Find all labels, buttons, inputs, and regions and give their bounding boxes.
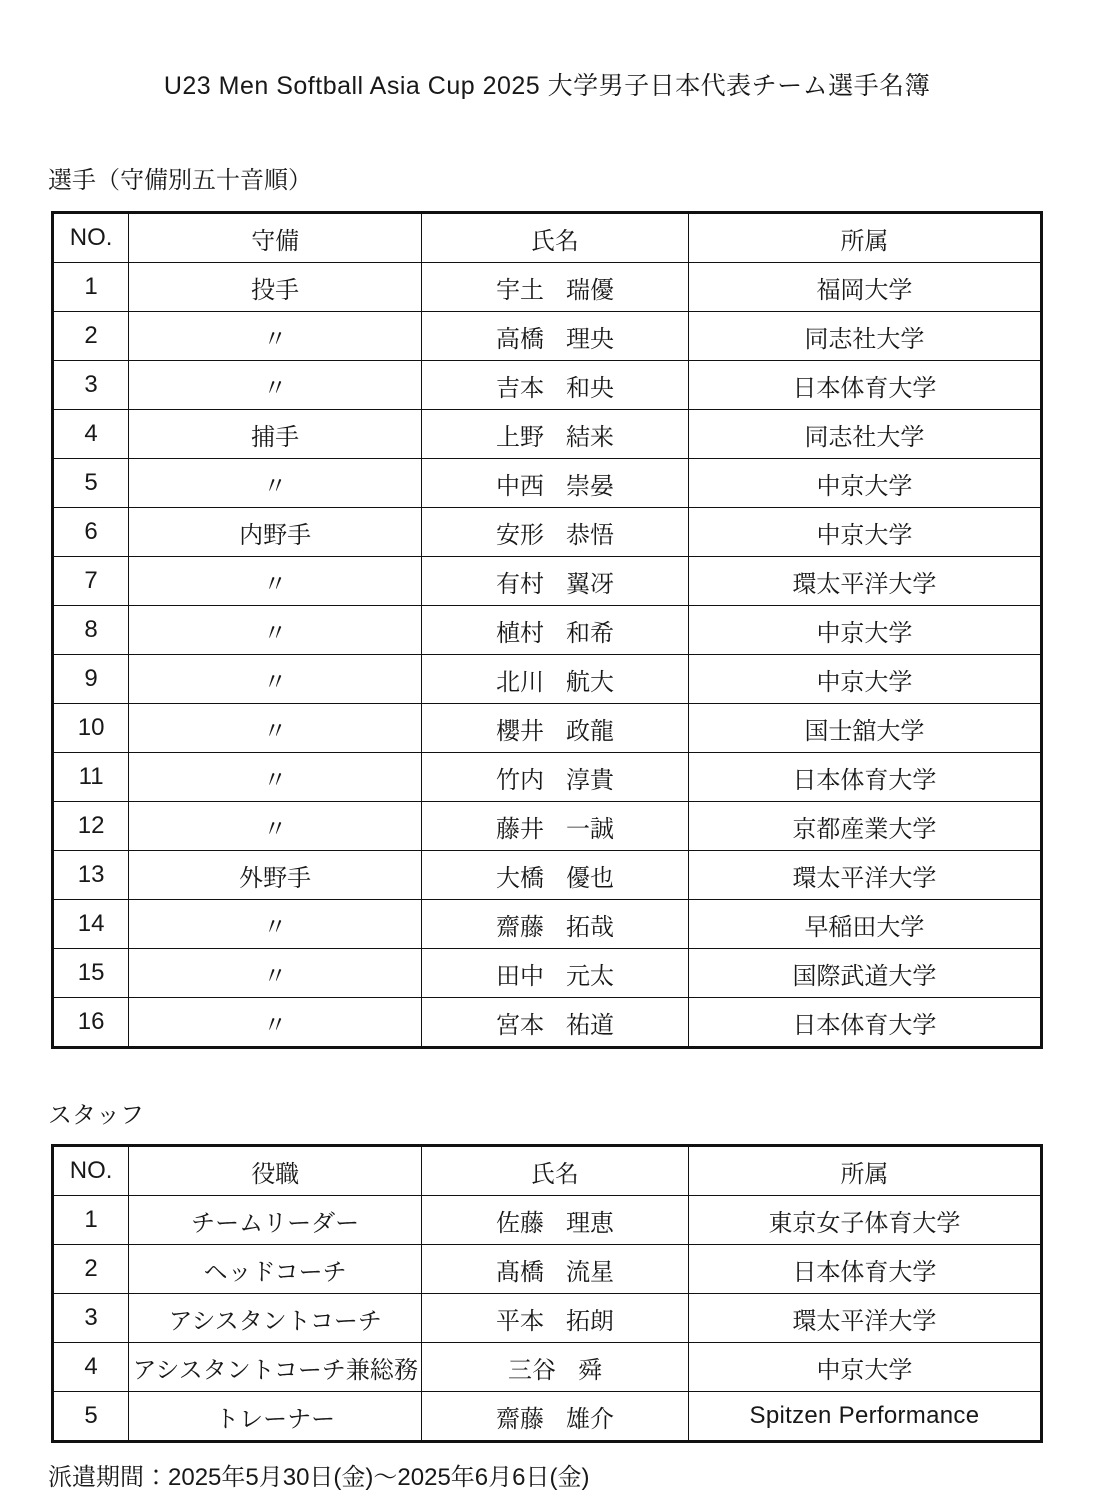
player-org: 同志社大学 — [688, 312, 1041, 361]
players-header-name: 氏名 — [422, 213, 689, 263]
staff-given-name: 流星 — [565, 1258, 614, 1286]
player-no: 11 — [53, 753, 129, 802]
table-row — [53, 1245, 1042, 1294]
player-org: 中京大学 — [688, 459, 1041, 508]
player-position: 〃 — [129, 459, 422, 508]
player-position: 投手 — [129, 263, 422, 312]
player-surname: 北川 — [495, 668, 544, 696]
player-position: 外野手 — [129, 851, 422, 900]
player-name — [422, 753, 689, 802]
staff-no: 5 — [53, 1392, 129, 1442]
table-row — [53, 606, 1042, 655]
staff-role: トレーナー — [129, 1392, 422, 1442]
player-surname: 宇土 — [495, 276, 544, 304]
table-row — [53, 557, 1042, 606]
table-row — [53, 459, 1042, 508]
player-name — [422, 361, 689, 410]
player-given-name: 祐道 — [565, 1011, 614, 1039]
table-row — [53, 851, 1042, 900]
player-position: 〃 — [129, 704, 422, 753]
table-row — [53, 1343, 1042, 1392]
table-row — [53, 655, 1042, 704]
staff-name — [422, 1245, 689, 1294]
player-name — [422, 263, 689, 312]
player-org: 日本体育大学 — [688, 753, 1041, 802]
player-org: 京都産業大学 — [688, 802, 1041, 851]
player-org: 国際武道大学 — [688, 949, 1041, 998]
player-given-name: 理央 — [565, 325, 614, 353]
player-no: 16 — [53, 998, 129, 1048]
staff-table-header-row — [53, 1146, 1042, 1196]
player-org: 環太平洋大学 — [688, 557, 1041, 606]
player-surname: 大橋 — [495, 864, 544, 892]
player-position: 〃 — [129, 361, 422, 410]
staff-org: 東京女子体育大学 — [688, 1196, 1041, 1245]
player-surname: 竹内 — [495, 766, 544, 794]
player-surname: 安形 — [495, 521, 544, 549]
player-surname: 上野 — [495, 423, 544, 451]
player-name — [422, 704, 689, 753]
player-position: 〃 — [129, 753, 422, 802]
player-no: 14 — [53, 900, 129, 949]
staff-header-no: NO. — [53, 1146, 129, 1196]
staff-org: 環太平洋大学 — [688, 1294, 1041, 1343]
player-surname: 高橋 — [495, 325, 544, 353]
player-surname: 吉本 — [495, 374, 544, 402]
player-surname: 櫻井 — [495, 717, 544, 745]
table-row — [53, 263, 1042, 312]
staff-table-body — [53, 1196, 1042, 1442]
staff-role: チームリーダー — [129, 1196, 422, 1245]
staff-role: アシスタントコーチ兼総務 — [129, 1343, 422, 1392]
player-given-name: 政龍 — [565, 717, 614, 745]
staff-role: アシスタントコーチ — [129, 1294, 422, 1343]
player-name — [422, 606, 689, 655]
player-name — [422, 508, 689, 557]
table-row — [53, 508, 1042, 557]
player-surname: 植村 — [495, 619, 544, 647]
player-position: 〃 — [129, 998, 422, 1048]
staff-no: 3 — [53, 1294, 129, 1343]
player-given-name: 結来 — [565, 423, 614, 451]
player-no: 3 — [53, 361, 129, 410]
player-given-name: 航大 — [565, 668, 614, 696]
player-name — [422, 410, 689, 459]
player-org: 中京大学 — [688, 606, 1041, 655]
player-position: 〃 — [129, 949, 422, 998]
table-row — [53, 361, 1042, 410]
player-org: 環太平洋大学 — [688, 851, 1041, 900]
player-no: 12 — [53, 802, 129, 851]
staff-surname: 齋藤 — [495, 1405, 544, 1433]
staff-given-name: 理恵 — [565, 1209, 614, 1237]
player-position: 〃 — [129, 557, 422, 606]
table-row — [53, 900, 1042, 949]
player-no: 15 — [53, 949, 129, 998]
staff-section-label: スタッフ — [48, 1102, 144, 1129]
staff-org: 日本体育大学 — [688, 1245, 1041, 1294]
page-title: U23 Men Softball Asia Cup 2025 大学男子日本代表チーム選手名簿 — [163, 72, 931, 100]
player-no: 10 — [53, 704, 129, 753]
dispatch-period: 派遣期間：2025年5月30日(金)〜2025年6月6日(金) — [48, 1464, 590, 1491]
table-row — [53, 1196, 1042, 1245]
player-name — [422, 851, 689, 900]
player-no: 5 — [53, 459, 129, 508]
player-no: 13 — [53, 851, 129, 900]
players-header-org: 所属 — [688, 213, 1041, 263]
players-header-no: NO. — [53, 213, 129, 263]
player-surname: 齋藤 — [495, 913, 544, 941]
player-name — [422, 802, 689, 851]
staff-given-name: 舜 — [577, 1356, 602, 1384]
player-name — [422, 900, 689, 949]
table-row — [53, 998, 1042, 1048]
player-given-name: 翼冴 — [565, 570, 614, 598]
staff-header-role: 役職 — [129, 1146, 422, 1196]
players-header-pos: 守備 — [129, 213, 422, 263]
staff-role: ヘッドコーチ — [129, 1245, 422, 1294]
player-no: 6 — [53, 508, 129, 557]
staff-org: 中京大学 — [688, 1343, 1041, 1392]
player-no: 7 — [53, 557, 129, 606]
player-org: 国士舘大学 — [688, 704, 1041, 753]
player-position: 捕手 — [129, 410, 422, 459]
player-given-name: 優也 — [565, 864, 614, 892]
player-no: 4 — [53, 410, 129, 459]
staff-table — [51, 1144, 1043, 1443]
staff-given-name: 拓朗 — [565, 1307, 614, 1335]
staff-no: 2 — [53, 1245, 129, 1294]
player-org: 中京大学 — [688, 655, 1041, 704]
player-surname: 田中 — [495, 962, 544, 990]
player-given-name: 淳貴 — [565, 766, 614, 794]
player-name — [422, 949, 689, 998]
staff-no: 4 — [53, 1343, 129, 1392]
players-section-label: 選手（守備別五十音順） — [48, 167, 312, 194]
player-given-name: 一誠 — [565, 815, 614, 843]
player-org: 日本体育大学 — [688, 998, 1041, 1048]
staff-org: Spitzen Performance — [688, 1392, 1041, 1442]
staff-surname: 三谷 — [507, 1356, 556, 1384]
player-no: 8 — [53, 606, 129, 655]
table-row — [53, 802, 1042, 851]
player-surname: 有村 — [495, 570, 544, 598]
table-row — [53, 312, 1042, 361]
player-given-name: 和央 — [565, 374, 614, 402]
player-org: 日本体育大学 — [688, 361, 1041, 410]
player-given-name: 和希 — [565, 619, 614, 647]
staff-name — [422, 1196, 689, 1245]
player-position: 内野手 — [129, 508, 422, 557]
staff-given-name: 雄介 — [565, 1405, 614, 1433]
player-no: 9 — [53, 655, 129, 704]
player-given-name: 元太 — [565, 962, 614, 990]
table-row — [53, 949, 1042, 998]
players-table — [51, 211, 1043, 1049]
player-position: 〃 — [129, 606, 422, 655]
table-row — [53, 1294, 1042, 1343]
player-name — [422, 557, 689, 606]
players-table-header-row — [53, 213, 1042, 263]
player-position: 〃 — [129, 655, 422, 704]
player-surname: 中西 — [495, 472, 544, 500]
player-given-name: 恭悟 — [565, 521, 614, 549]
table-row — [53, 410, 1042, 459]
staff-header-org: 所属 — [688, 1146, 1041, 1196]
player-org: 同志社大学 — [688, 410, 1041, 459]
staff-name — [422, 1294, 689, 1343]
player-position: 〃 — [129, 312, 422, 361]
player-org: 福岡大学 — [688, 263, 1041, 312]
player-position: 〃 — [129, 900, 422, 949]
player-no: 1 — [53, 263, 129, 312]
player-given-name: 瑞優 — [565, 276, 614, 304]
player-surname: 宮本 — [495, 1011, 544, 1039]
player-surname: 藤井 — [495, 815, 544, 843]
player-name — [422, 998, 689, 1048]
staff-no: 1 — [53, 1196, 129, 1245]
player-name — [422, 312, 689, 361]
player-name — [422, 655, 689, 704]
staff-header-name: 氏名 — [422, 1146, 689, 1196]
table-row — [53, 1392, 1042, 1442]
player-org: 中京大学 — [688, 508, 1041, 557]
players-table-body — [53, 263, 1042, 1048]
table-row — [53, 704, 1042, 753]
player-given-name: 拓哉 — [565, 913, 614, 941]
staff-surname: 髙橋 — [495, 1258, 544, 1286]
staff-surname: 佐藤 — [495, 1209, 544, 1237]
table-row — [53, 753, 1042, 802]
player-org: 早稲田大学 — [688, 900, 1041, 949]
staff-name — [422, 1392, 689, 1442]
staff-name — [422, 1343, 689, 1392]
player-given-name: 崇晏 — [565, 472, 614, 500]
player-name — [422, 459, 689, 508]
player-position: 〃 — [129, 802, 422, 851]
player-no: 2 — [53, 312, 129, 361]
staff-surname: 平本 — [495, 1307, 544, 1335]
